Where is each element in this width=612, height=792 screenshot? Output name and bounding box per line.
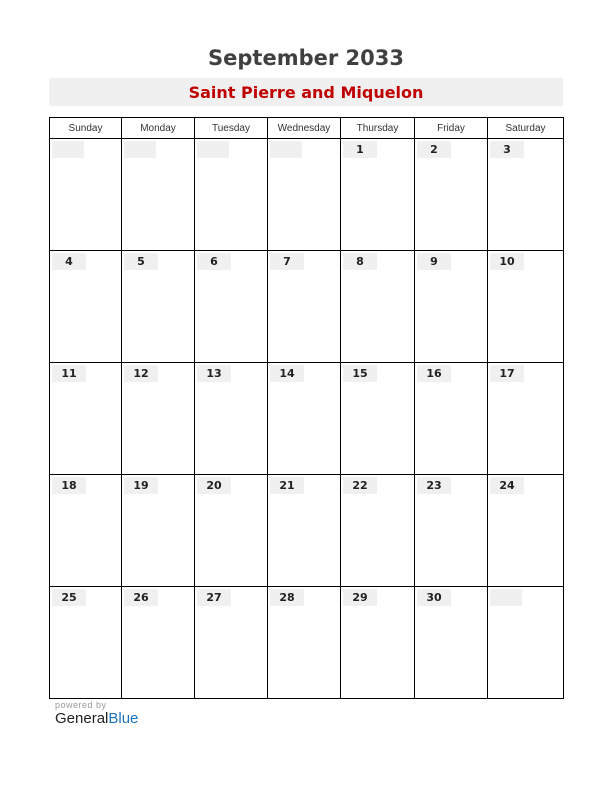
day-cell xyxy=(122,587,195,698)
day-cell xyxy=(341,475,415,586)
day-cell xyxy=(50,139,122,250)
day-number: 25 xyxy=(52,589,86,606)
week-row xyxy=(50,587,564,699)
weekday-header: Saturday xyxy=(488,118,564,138)
day-cell xyxy=(415,251,488,362)
day-cell xyxy=(195,587,268,698)
day-cell xyxy=(488,251,564,362)
generalblue-logo[interactable] xyxy=(55,710,138,727)
day-number: 15 xyxy=(343,365,377,382)
day-number: 6 xyxy=(197,253,231,270)
week-row xyxy=(50,363,564,475)
day-number: 22 xyxy=(343,477,377,494)
day-number: 16 xyxy=(417,365,451,382)
day-number: 10 xyxy=(490,253,524,270)
day-cell xyxy=(341,587,415,698)
day-number: 3 xyxy=(490,141,524,158)
day-number: 19 xyxy=(124,477,158,494)
region-banner xyxy=(49,78,563,106)
day-number: 9 xyxy=(417,253,451,270)
day-cell xyxy=(488,139,564,250)
day-number xyxy=(270,141,302,158)
day-number: 20 xyxy=(197,477,231,494)
weekday-header: Tuesday xyxy=(195,118,268,138)
day-cell xyxy=(415,363,488,474)
day-number: 12 xyxy=(124,365,158,382)
weekday-header: Monday xyxy=(122,118,195,138)
weekday-header: Wednesday xyxy=(268,118,341,138)
day-cell xyxy=(122,475,195,586)
day-number: 29 xyxy=(343,589,377,606)
day-cell xyxy=(50,587,122,698)
week-row xyxy=(50,475,564,587)
day-cell xyxy=(488,363,564,474)
day-cell xyxy=(50,475,122,586)
day-number: 28 xyxy=(270,589,304,606)
day-number: 1 xyxy=(343,141,377,158)
day-number: 21 xyxy=(270,477,304,494)
day-number: 24 xyxy=(490,477,524,494)
day-cell xyxy=(122,251,195,362)
day-cell xyxy=(488,475,564,586)
day-cell xyxy=(268,139,341,250)
day-cell xyxy=(195,475,268,586)
day-number: 23 xyxy=(417,477,451,494)
day-cell xyxy=(415,139,488,250)
day-cell xyxy=(268,251,341,362)
day-number: 13 xyxy=(197,365,231,382)
day-number: 30 xyxy=(417,589,451,606)
week-row xyxy=(50,139,564,251)
day-cell xyxy=(195,251,268,362)
brand-general: General xyxy=(55,710,109,727)
calendar-grid xyxy=(49,117,564,699)
day-cell xyxy=(268,587,341,698)
footer xyxy=(55,700,138,727)
region-name: Saint Pierre and Miquelon xyxy=(188,83,424,102)
day-cell xyxy=(268,475,341,586)
day-number: 2 xyxy=(417,141,451,158)
day-number: 5 xyxy=(124,253,158,270)
day-number: 17 xyxy=(490,365,524,382)
day-cell xyxy=(415,587,488,698)
day-cell xyxy=(341,251,415,362)
day-cell xyxy=(341,139,415,250)
day-number: 26 xyxy=(124,589,158,606)
brand-blue: Blue xyxy=(108,710,139,727)
day-number: 7 xyxy=(270,253,304,270)
day-cell xyxy=(122,139,195,250)
day-number: 11 xyxy=(52,365,86,382)
day-cell xyxy=(122,363,195,474)
day-number xyxy=(52,141,84,158)
day-number xyxy=(124,141,156,158)
day-number: 27 xyxy=(197,589,231,606)
day-cell xyxy=(50,251,122,362)
day-number: 4 xyxy=(52,253,86,270)
day-number xyxy=(490,589,522,606)
day-number: 18 xyxy=(52,477,86,494)
weekday-header: Friday xyxy=(415,118,488,138)
day-cell xyxy=(488,587,564,698)
powered-by-text: powered by xyxy=(55,700,107,710)
day-cell xyxy=(268,363,341,474)
day-cell xyxy=(195,363,268,474)
day-number: 8 xyxy=(343,253,377,270)
day-cell xyxy=(50,363,122,474)
day-number: 14 xyxy=(270,365,304,382)
weekday-header-row xyxy=(50,118,564,139)
week-row xyxy=(50,251,564,363)
day-cell xyxy=(415,475,488,586)
page-title: September 2033 xyxy=(208,46,404,70)
day-cell xyxy=(195,139,268,250)
weekday-header: Sunday xyxy=(50,118,122,138)
weekday-header: Thursday xyxy=(341,118,415,138)
day-cell xyxy=(341,363,415,474)
day-number xyxy=(197,141,229,158)
